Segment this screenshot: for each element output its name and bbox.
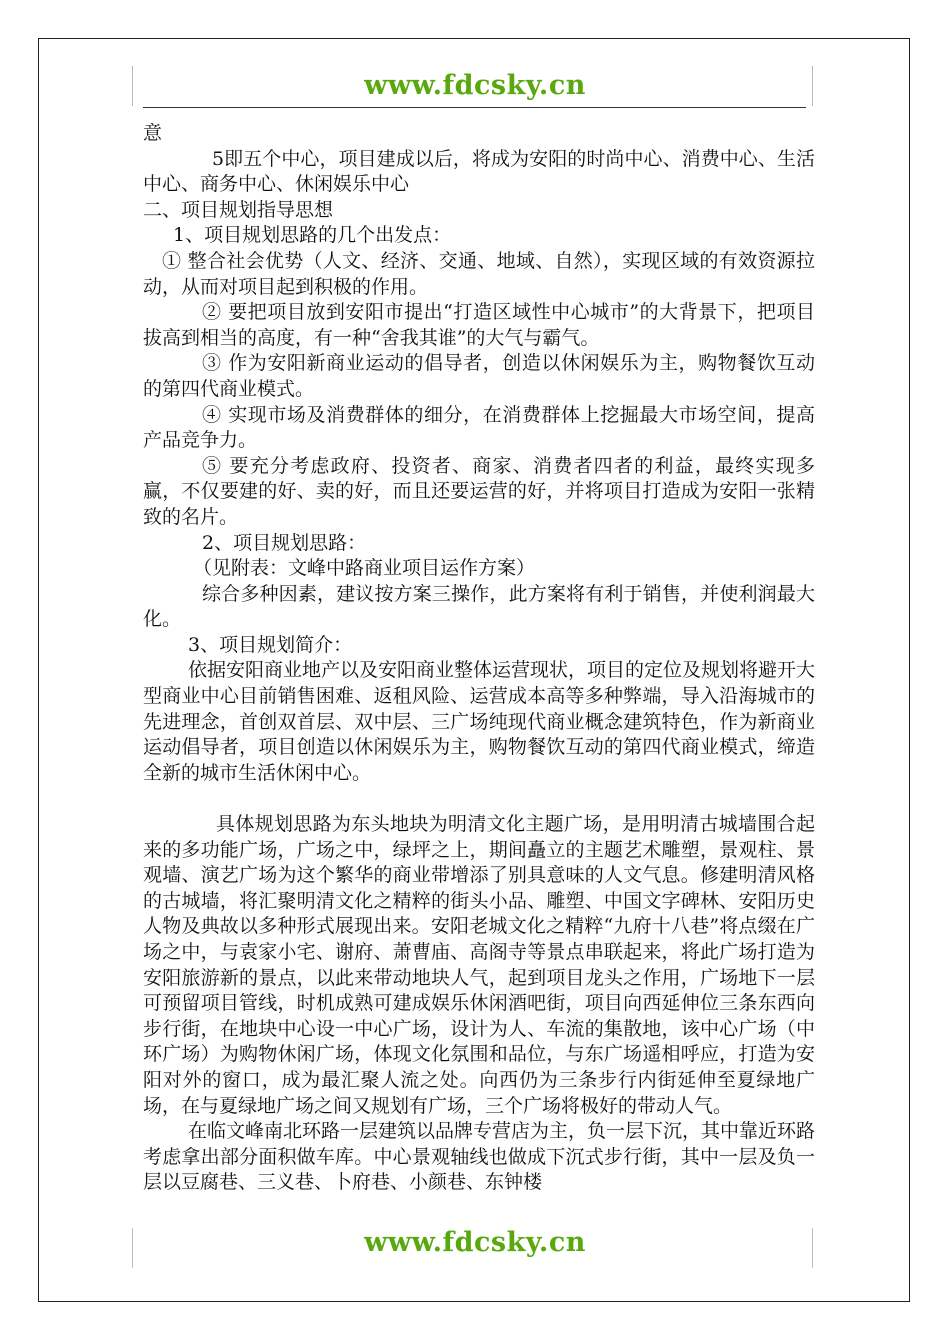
- paragraph: 依据安阳商业地产以及安阳商业整体运营现状，项目的定位及规划将避开大型商业中心目前销售困难、返租风险、运营成本高等多种弊端，导入沿海城市的先进理念，首创双首层、双中层、三广场纯现代商业概念建筑特色，作为新商业运动倡导者，项目创造以休闲娱乐为主，购物餐饮互动的第四代商业模式，缔造全新的城市生活休闲中心。: [143, 659, 816, 784]
- paragraph: ① 整合社会优势（人文、经济、交通、地域、自然），实现区域的有效资源拉动，从而对项目起到积极的作用。: [143, 249, 815, 298]
- paragraph: 二、项目规划指导思想: [143, 198, 334, 221]
- paragraph: 意: [143, 122, 163, 144]
- paragraph: ⑤ 要充分考虑政府、投资者、商家、消费者四者的利益，最终实现多赢，不仅要建的好、卖的好，而且还要运营的好，并将项目打造成为安阳一张精致的名片。: [143, 454, 815, 528]
- document-body: [143, 121, 815, 1196]
- footer-watermark[interactable]: www.fdcsky.cn: [364, 1227, 586, 1258]
- paragraph: 5即五个中心，项目建成以后，将成为安阳的时尚中心、消费中心、生活中心、商务中心、休闲娱乐中心: [143, 147, 815, 196]
- paragraph: （见附表：文峰中路商业项目运作方案）: [193, 557, 536, 580]
- paragraph: ② 要把项目放到安阳市提出“打造区域性中心城市”的大背景下，把项目拔高到相当的高度，有一种“舍我其谁”的大气与霸气。: [143, 301, 815, 349]
- header-divider: [143, 107, 806, 108]
- header-watermark[interactable]: www.fdcsky.cn: [364, 70, 586, 101]
- paragraph: 在临文峰南北环路一层建筑以品牌专营店为主，负一层下沉，其中靠近环路考虑拿出部分面积做车库。中心景观轴线也做成下沉式步行街，其中一层及负一层以豆腐巷、三义巷、卜府巷、小颜巷、东钟楼: [143, 1120, 816, 1194]
- blank-line: [143, 786, 815, 812]
- paragraph: 具体规划思路为东头地块为明清文化主题广场，是用明清古城墙围合起来的多功能广场，广场之中，绿坪之上，期间矗立的主题艺术雕塑，景观柱、景观墙、演艺广场为这个繁华的商业带增添了别具意味的人文气息。修建明清风格的古城墙，将汇聚明清文化之精粹的街头小品、雕塑、中国文字碑林、安阳历史人物及典故以多种形式展现出来。安阳老城文化之精粹“九府十八巷”将点缀在广场之中，与袁家小宅、谢府、萧曹庙、高阁寺等景点串联起来，将此广场打造为安阳旅游新的景点，以此来带动地块人气，起到项目龙头之作用，广场地下一层可预留项目管线，时机成熟可建成娱乐休闲酒吧街，项目向西延伸位三条东西向步行街，在地块中心设一中心广场，设计为人、车流的集散地，该中心广场（中环广场）为购物休闲广场，体现文化氛围和品位，与东广场遥相呼应，打造为安阳对外的窗口，成为最汇聚人流之处。向西仍为三条步行内街延伸至夏绿地广场，在与夏绿地广场之间又规划有广场，三个广场将极好的带动人气。: [143, 813, 815, 1117]
- paragraph: 综合多种因素，建议按方案三操作，此方案将有利于销售，并使利润最大化。: [143, 582, 815, 631]
- paragraph: 1、项目规划思路的几个出发点：: [173, 224, 452, 247]
- paragraph: 2、项目规划思路：: [202, 531, 367, 554]
- paragraph: ③ 作为安阳新商业运动的倡导者，创造以休闲娱乐为主，购物餐饮互动的第四代商业模式。: [143, 352, 815, 400]
- paragraph: 3、项目规划简介：: [188, 633, 353, 656]
- paragraph: ④ 实现市场及消费群体的细分，在消费群体上挖掘最大市场空间，提高产品竞争力。: [143, 403, 815, 452]
